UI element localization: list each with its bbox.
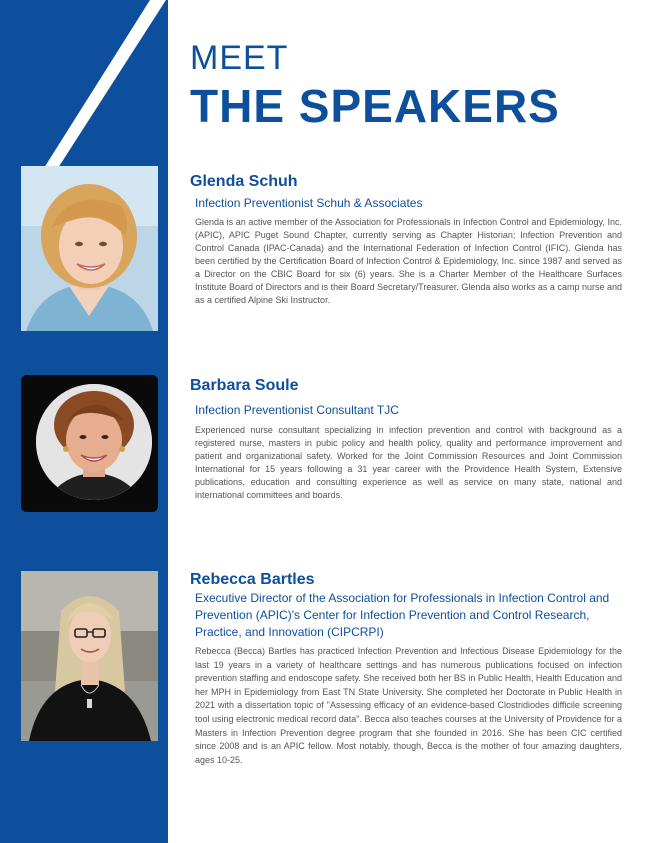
speaker-bio: Rebecca (Becca) Bartles has practiced Infection Prevention and Infectious Disease Epidemiology for the last 19 years in a variety of healthcare settings and has numerous publications focused on infection prevention staffing and endoscope safety. She received both her BS in Public Health, Health Education and her MPH in Epidemiology from East TN State University. She completed her Doctorate in Public Health in 2021 with a dissertation topic of "Assessing efficacy of an evidence-based Clostridiodes difficile screening tool using electronic medical record data". Becca also teaches courses at the University of Providence for a Masters in Infection Prevention degree program that she founded in 2016. She has been CIC certified since 2008 and is an APIC fellow. Most notably, though, Becca is the mother of four amazing daughters, ages 10-25. [195,646,622,765]
white-diagonal-stripe [44,0,166,168]
speaker-entry-glenda-schuh [190,172,622,307]
speaker-bio: Glenda is an active member of the Association for Professionals in Infection Control and Epidemiology, Inc. (APIC), APIC Puget Sound Chapter, currently serving as Chapter Historian; Infection Prevention and Control Canada (IPAC-Canada) and the International Federation of Infection Control (IFIC). Glenda has been certified by the Certification Board of Infection Control & Epidemiology, Inc. since 1987 and served as a Director on the CBIC Board for six (6) years. She is a Charter Member of the Healthcare Surfaces Institute Board of Directors and is their Board Secretary/Treasurer. Glenda also works as a camp nurse and as a certified Alpine Ski Instructor. [195,217,622,305]
speaker-title: Infection Preventionist Schuh & Associates [195,196,423,210]
speaker-title: Executive Director of the Association for Professionals in Infection Control and Prevention (APIC)'s Center for Infection Prevention and Control Research, Practice, and Innovation (CIPCRPI) [195,591,610,639]
speaker-title: Infection Preventionist Consultant TJC [195,403,399,417]
heading-meet: MEET [190,39,289,77]
speaker-photo-glenda-schuh [21,166,158,331]
speaker-photo-barbara-soule [21,375,158,512]
speaker-name: Barbara Soule [190,377,299,394]
speaker-name: Glenda Schuh [190,173,298,190]
speaker-entry-barbara-soule [190,376,622,502]
speaker-name: Rebecca Bartles [190,571,315,588]
speaker-entry-rebecca-bartles [190,570,622,767]
speaker-photo-rebecca-bartles [21,571,158,741]
page-heading [190,38,560,134]
heading-the-speakers: THE SPEAKERS [190,80,560,132]
speaker-bio: Experienced nurse consultant specializing in infection prevention and control with background as a registered nurse, masters in pubic policy and health policy, quality and performance improvement and patient and organizational safety. Worked for the Joint Commission Resources and Joint Commission International for 15 years following a 31 year career with the Providence Health System, Extensive publications, education and consulting experience as well as service on many state, national and international committees and boards. [195,425,622,500]
